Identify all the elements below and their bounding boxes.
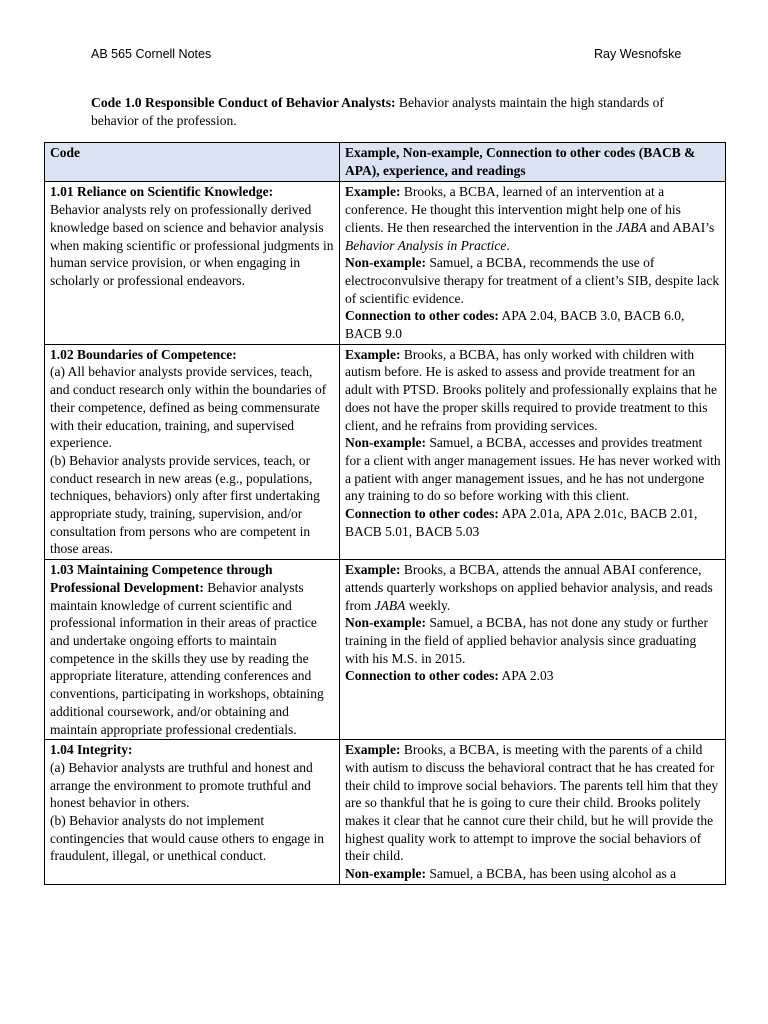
example-text: Brooks, a BCBA, attends the annual ABAI conference, attends quarterly workshops on applied behavior analysis, and reads from (345, 562, 713, 613)
code-cell (45, 560, 340, 740)
example-label: Example: (345, 562, 401, 578)
example-paragraph (345, 183, 721, 254)
example-text: weekly. (405, 597, 451, 613)
code-cell (45, 182, 340, 344)
section-description: Behavior analysts maintain the high standards of behavior of the profession. (91, 95, 664, 128)
table-row (45, 182, 726, 344)
code-title: 1.02 Boundaries of Competence: (50, 346, 237, 362)
code-cell (45, 740, 340, 885)
table-row (45, 560, 726, 740)
connection-label: Connection to other codes: (345, 506, 499, 522)
nonexample-text: Samuel, a BCBA, recommends the use of electroconvulsive therapy for treatment of a client’s SIB, despite lack of scientific evidence. (345, 255, 720, 306)
nonexample-label: Non-example: (345, 255, 426, 271)
nonexample-paragraph (345, 614, 721, 667)
code-cell (45, 344, 340, 559)
connection-label: Connection to other codes: (345, 668, 499, 684)
example-label: Example: (345, 346, 401, 362)
examples-cell (340, 560, 726, 740)
code-title: 1.03 Maintaining Competence through Professional Development: (50, 562, 273, 595)
code-title: 1.04 Integrity: (50, 742, 133, 758)
connection-paragraph (345, 505, 721, 540)
table-header-row (45, 143, 726, 182)
nonexample-label: Non-example: (345, 615, 426, 631)
nonexample-paragraph (345, 254, 721, 307)
example-text: and ABAI’s (646, 219, 715, 235)
nonexample-label: Non-example: (345, 435, 426, 451)
nonexample-paragraph (345, 434, 721, 505)
code-title: 1.01 Reliance on Scientific Knowledge: (50, 184, 274, 200)
examples-cell (340, 182, 726, 344)
connection-label: Connection to other codes: (345, 308, 499, 324)
examples-cell (340, 740, 726, 885)
journal-name: Behavior Analysis in Practice (345, 237, 507, 253)
nonexample-paragraph (345, 865, 721, 883)
table-row (45, 344, 726, 559)
example-text: Brooks, a BCBA, learned of an intervention at a conference. He thought this intervention might help one of his clients. He then researched the intervention in the (345, 184, 681, 235)
examples-cell (340, 344, 726, 559)
code-text: (b) Behavior analysts do not implement contingencies that would cause others to engage in fraudulent, illegal, or unethical conduct. (50, 813, 325, 864)
example-text: Brooks, a BCBA, has only worked with children with autism before. He is asked to assess and provide treatment for an adult with PTSD. Brooks politely and professionally explains that he does not have the proper skills required to provide treatment to this client, and he refrains from providing services. (345, 346, 717, 433)
nonexample-text: Samuel, a BCBA, has not done any study or further training in the field of applied behavior analysis since graduating with his M.S. in 2015. (345, 615, 708, 666)
connection-paragraph (345, 307, 721, 342)
code-section-intro (91, 94, 691, 130)
nonexample-text: Samuel, a BCBA, accesses and provides treatment for a client with anger management issues. He has never worked with a patient with anger management issues, and he has not undergone any training to do so before working with this client. (345, 435, 721, 504)
journal-name: JABA (374, 597, 406, 613)
example-label: Example: (345, 184, 401, 200)
example-paragraph (345, 561, 721, 614)
code-text: (a) All behavior analysts provide services, teach, and conduct research only within the boundaries of their competence, defined as being commensurate with their education, training, and supervised experience. (50, 364, 327, 451)
example-paragraph (345, 346, 721, 435)
codes-table (44, 142, 726, 885)
connection-text: APA 2.04, BACB 3.0, BACB 6.0, BACB 9.0 (345, 308, 685, 342)
table-row (45, 740, 726, 885)
code-text: Behavior analysts maintain knowledge of current scientific and professional information in their areas of practice and undertake ongoing efforts to maintain competence in the skills they use by reading the appropriate literature, attending conferences and conventions, participating in workshops, obtaining additional coursework, and/or obtaining and maintain appropriate professional credentials. (50, 579, 324, 737)
connection-text: APA 2.03 (498, 668, 554, 684)
column-header-examples: Example, Non-example, Connection to other codes (BACB & APA), experience, and readings (340, 143, 726, 182)
code-text: Behavior analysts rely on professionally derived knowledge based on science and behavior analysis when making scientific or professional judgments in human service provision, or when engaging in scholarly or professional endeavors. (50, 202, 334, 288)
example-text: . (506, 237, 510, 253)
code-text: (a) Behavior analysts are truthful and honest and arrange the environment to promote truthful and honest behavior in others. (50, 759, 313, 811)
journal-name: JABA (616, 219, 647, 235)
page-header (0, 47, 768, 65)
example-label: Example: (345, 742, 401, 758)
connection-text: APA 2.01a, APA 2.01c, BACB 2.01, BACB 5.01, BACB 5.03 (345, 506, 698, 539)
course-title: AB 565 Cornell Notes (91, 47, 212, 61)
column-header-code: Code (45, 143, 340, 182)
connection-paragraph (345, 667, 721, 685)
example-text: Brooks, a BCBA, is meeting with the parents of a child with autism to discuss the behavioral contract that he has created for their child to improve social behaviors. The parents tell him that they are so thankful that he is going to cure their child. Brooks politely makes it clear that he cannot cure their child, but he will provide the highest quality work to attempt to improve the social behaviors of their child. (345, 742, 719, 864)
nonexample-text: Samuel, a BCBA, has been using alcohol as a (426, 866, 677, 882)
example-paragraph (345, 741, 721, 865)
author-name: Ray Wesnofske (594, 47, 682, 61)
nonexample-label: Non-example: (345, 866, 426, 882)
code-text: (b) Behavior analysts provide services, teach, or conduct research in new areas (e.g., populations, techniques, behaviors) only after first undertaking appropriate study, training, supervision, and/or consultation from persons who are competent in those areas. (50, 452, 320, 557)
section-title: Code 1.0 Responsible Conduct of Behavior Analysts: (91, 95, 396, 110)
